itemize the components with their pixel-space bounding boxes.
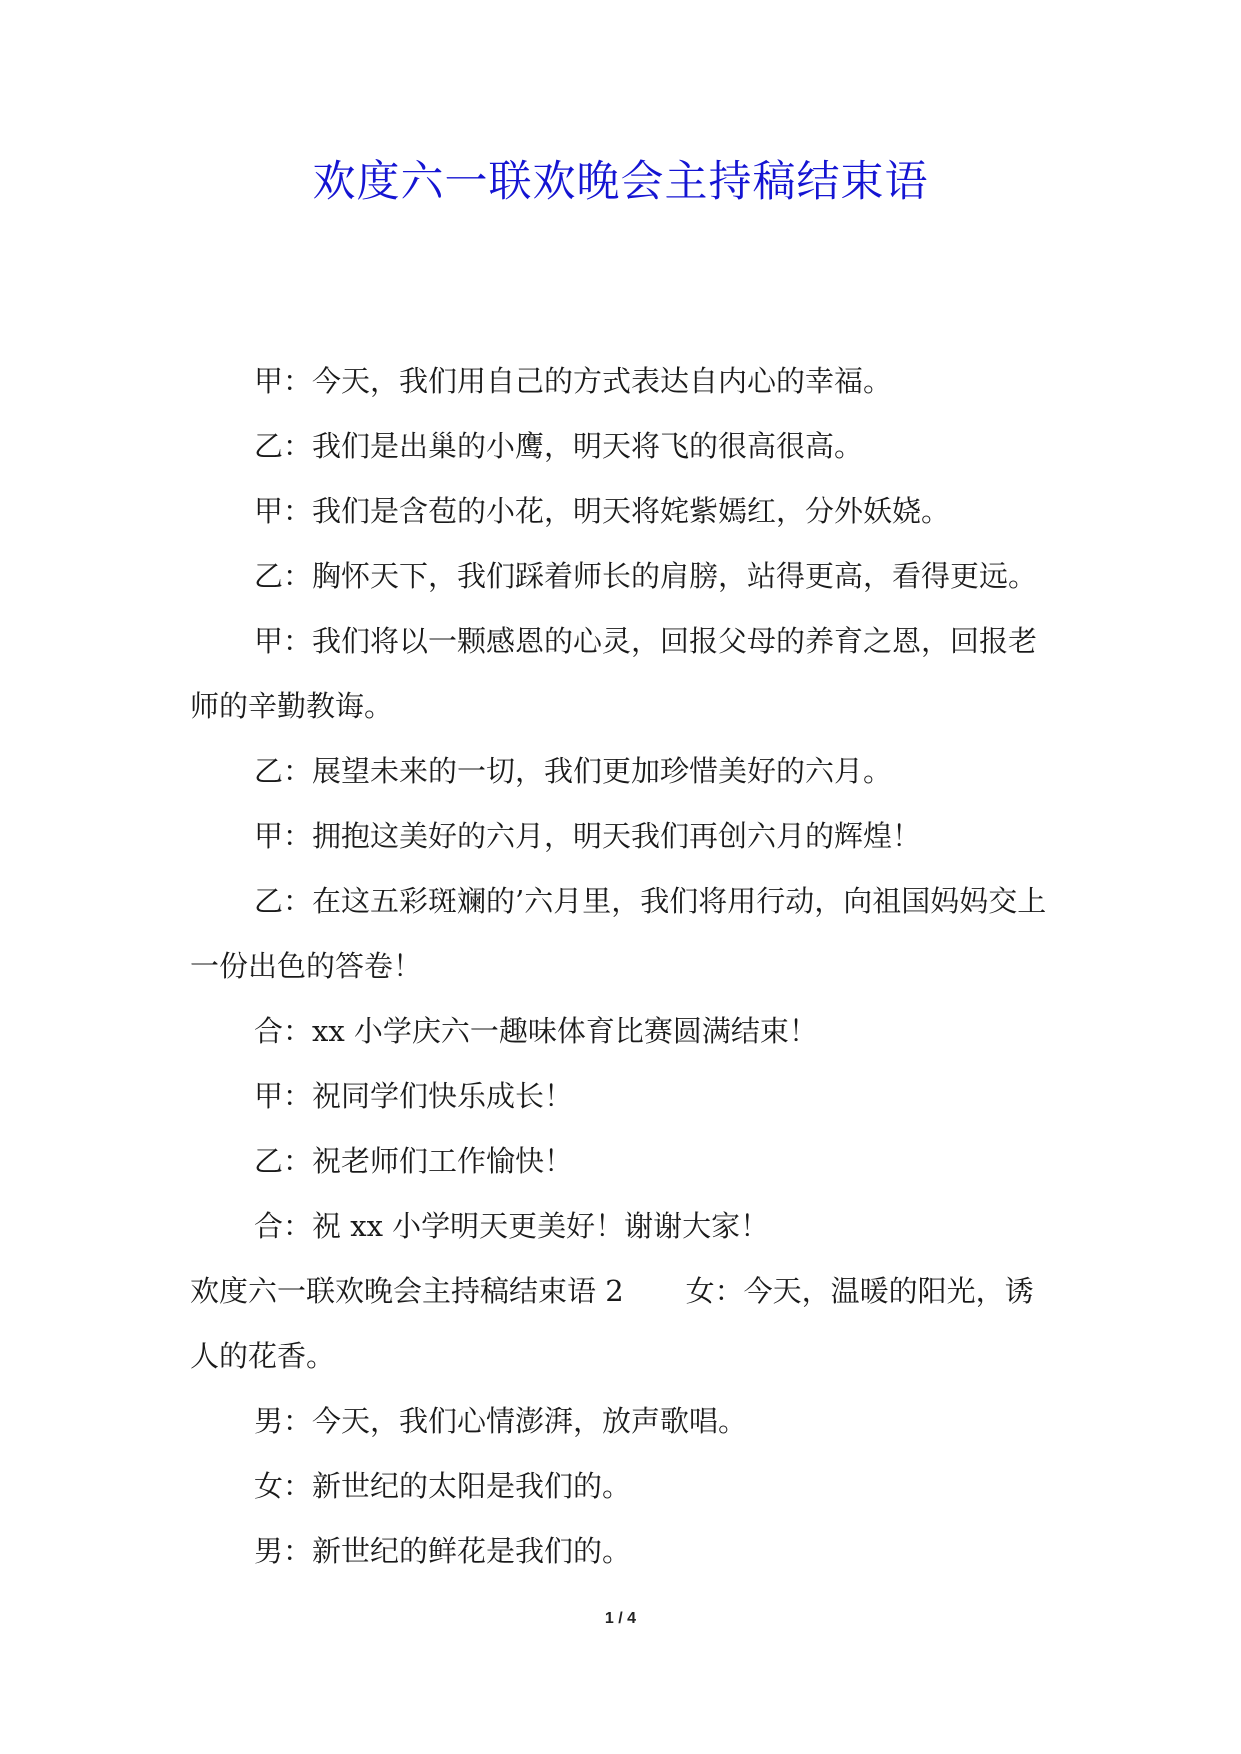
paragraph: 乙：展望未来的一切，我们更加珍惜美好的六月。 [254, 754, 893, 788]
paragraph: 甲：祝同学们快乐成长！ [254, 1079, 574, 1113]
paragraph: 乙：我们是出巢的小鹰，明天将飞的很高很高。 [254, 429, 864, 463]
section-2-first-line: 女：今天，温暖的阳光，诱人的花香。 [190, 1274, 1034, 1373]
document-title: 欢度六一联欢晚会主持稿结束语 [312, 157, 929, 207]
paragraph: 乙：胸怀天下，我们踩着师长的肩膀，站得更高，看得更远。 [254, 559, 1038, 593]
paragraph: 合：祝 xx 小学明天更美好！谢谢大家！ [254, 1209, 770, 1243]
paragraph: 男：新世纪的鲜花是我们的。 [254, 1534, 632, 1568]
paragraph: 男：今天，我们心情澎湃，放声歌唱。 [254, 1404, 748, 1438]
paragraph: 乙：祝老师们工作愉快！ [254, 1144, 574, 1178]
paragraph: 甲：我们将以一颗感恩的心灵，回报父母的养育之恩，回报老师的辛勤教诲。 [190, 624, 1038, 723]
section-2-paragraph [190, 1259, 1054, 1389]
section-2-heading: 欢度六一联欢晚会主持稿结束语 2 [190, 1274, 624, 1308]
paragraph: 甲：拥抱这美好的六月，明天我们再创六月的辉煌！ [254, 819, 922, 853]
paragraph: 甲：今天，我们用自己的方式表达自内心的幸福。 [254, 364, 893, 398]
paragraph: 甲：我们是含苞的小花，明天将姹紫嫣红，分外妖娆。 [254, 494, 951, 528]
document-body [190, 349, 1054, 1584]
paragraph: 乙：在这五彩斑斓的’六月里，我们将用行动，向祖国妈妈交上一份出色的答卷！ [190, 884, 1047, 983]
page-number: 1 / 4 [604, 1610, 637, 1627]
paragraph: 合：xx 小学庆六一趣味体育比赛圆满结束！ [254, 1014, 818, 1048]
paragraph: 女：新世纪的太阳是我们的。 [254, 1469, 632, 1503]
